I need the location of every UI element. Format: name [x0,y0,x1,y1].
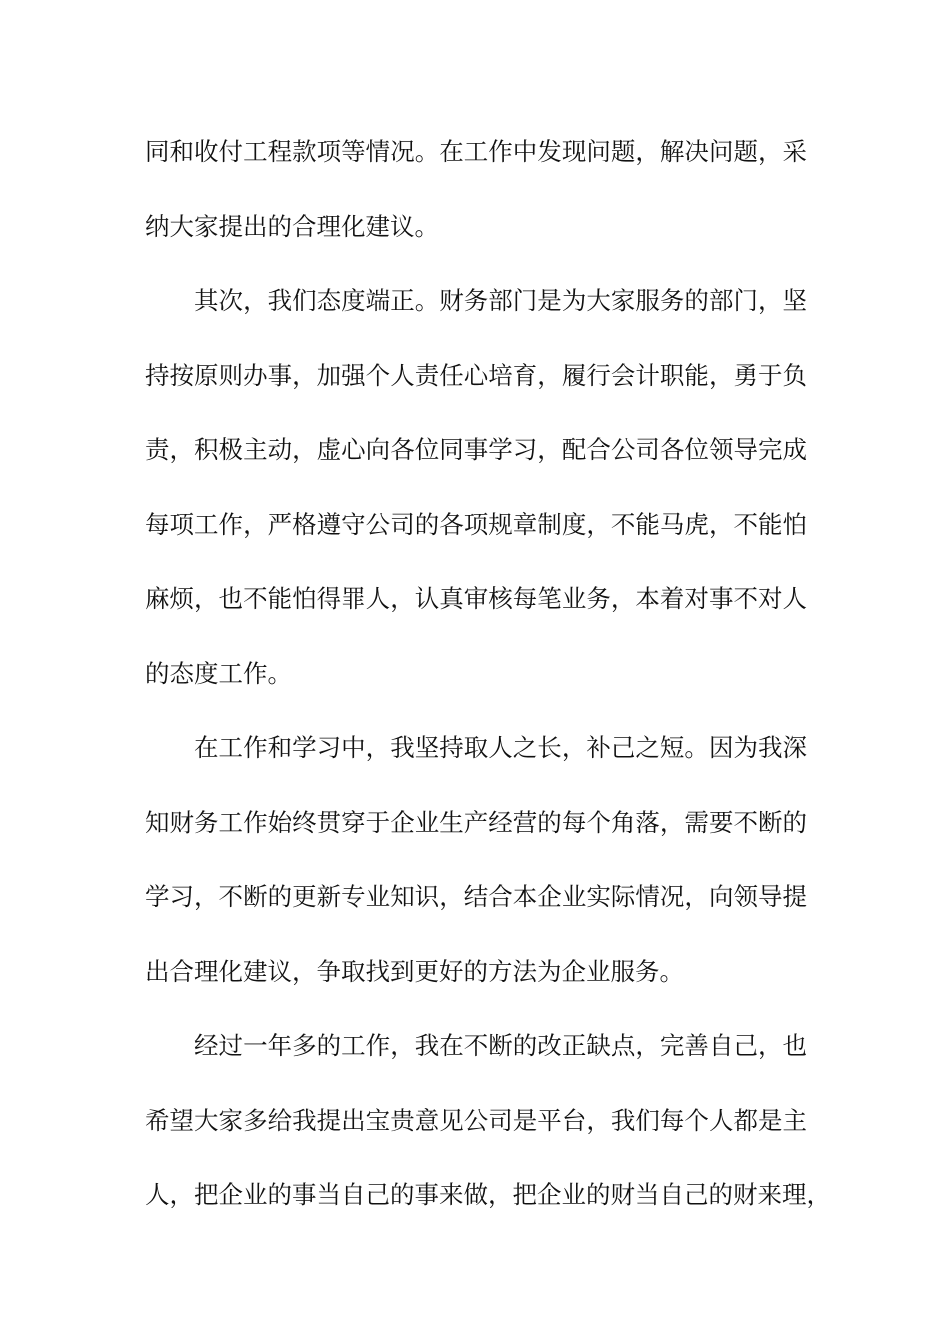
paragraph-3 [145,711,807,1009]
text-line: 责，积极主动，虚心向各位同事学习，配合公司各位领导完成 [145,435,807,464]
paragraph-4 [145,1009,831,1233]
text-line: 学习，不断的更新专业知识，结合本企业实际情况，向领导提 [145,882,807,911]
paragraph-2 [145,264,807,711]
text-line: 在工作和学习中，我坚持取人之长，补己之短。因为我深 [145,733,807,762]
paragraph-1 [145,115,807,264]
text-line: 其次，我们态度端正。财务部门是为大家服务的部门，坚 [145,286,807,315]
text-line: 出合理化建议，争取找到更好的方法为企业服务。 [145,956,684,986]
text-line: 持按原则办事，加强个人责任心培育，履行会计职能，勇于负 [145,360,807,390]
text-line: 的态度工作。 [145,658,292,688]
text-line: 人，把企业的事当自己的事来做，把企业的财当自己的财来理， [145,1180,831,1209]
document-body [145,115,831,1233]
text-line: 知财务工作始终贯穿于企业生产经营的每个角落，需要不断的 [145,807,807,837]
text-line: 麻烦，也不能怕得罪人，认真审核每笔业务，本着对事不对人 [145,584,807,613]
text-line: 同和收付工程款项等情况。在工作中发现问题，解决问题，采 [145,137,807,166]
text-line: 经过一年多的工作，我在不断的改正缺点，完善自己，也 [145,1031,807,1060]
text-line: 希望大家多给我提出宝贵意见公司是平台，我们每个人都是主 [145,1105,807,1135]
text-line: 每项工作，严格遵守公司的各项规章制度，不能马虎，不能怕 [145,509,807,539]
text-line: 纳大家提出的合理化建议。 [145,211,439,241]
